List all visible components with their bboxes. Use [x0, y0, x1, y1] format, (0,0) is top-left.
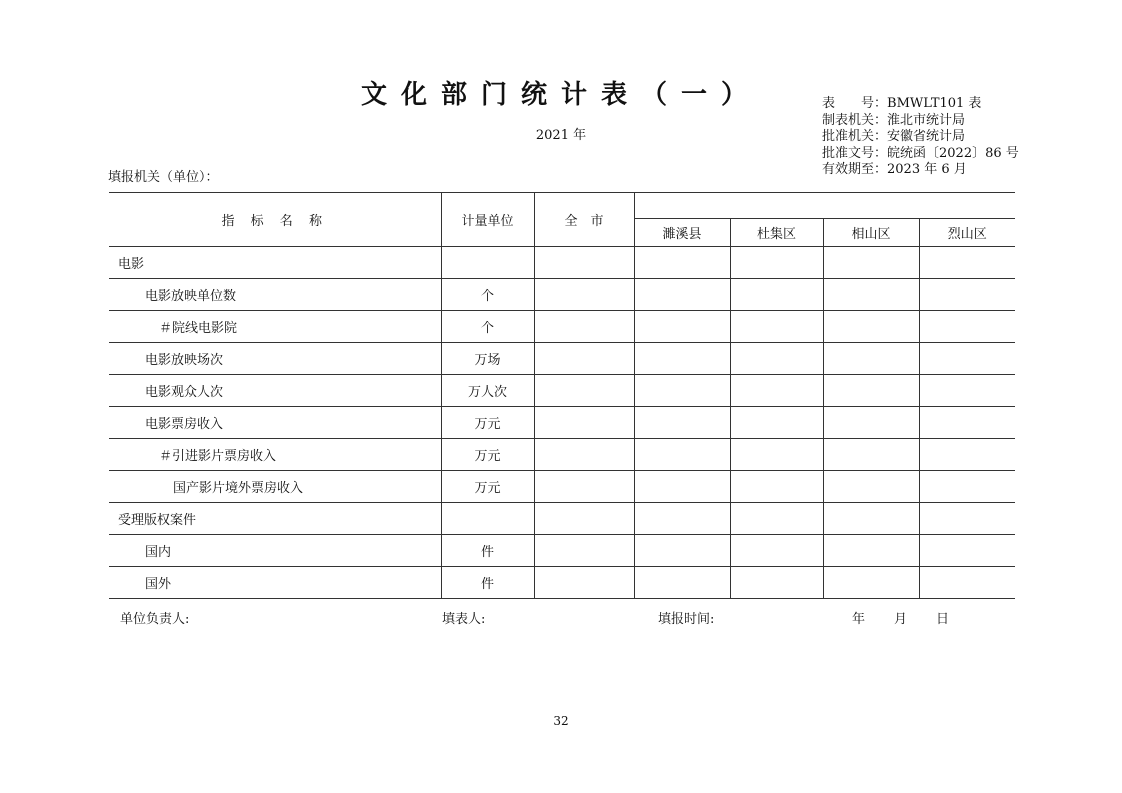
unit-cell: 件: [441, 535, 534, 567]
xiangshan-cell[interactable]: [823, 407, 919, 439]
table-row: [109, 407, 1015, 439]
city-total-cell[interactable]: [534, 311, 634, 343]
header-district-suixi: 濉溪县: [634, 219, 730, 247]
suixi-cell[interactable]: [634, 311, 730, 343]
table-row: [109, 439, 1015, 471]
footer-responsible-label: 单位负责人:: [120, 612, 190, 627]
xiangshan-cell[interactable]: [823, 375, 919, 407]
duji-cell[interactable]: [730, 279, 823, 311]
duji-cell[interactable]: [730, 407, 823, 439]
lieshan-cell[interactable]: [919, 567, 1015, 599]
footer-day-label: 日: [936, 612, 950, 627]
unit-cell: 个: [441, 311, 534, 343]
xiangshan-cell[interactable]: [823, 471, 919, 503]
xiangshan-cell[interactable]: [823, 343, 919, 375]
unit-cell: 个: [441, 279, 534, 311]
lieshan-cell[interactable]: [919, 279, 1015, 311]
meta-form-number: 表 号：BMWLT101 表: [822, 96, 982, 111]
indicator-name-cell: 国产影片境外票房收入: [109, 471, 441, 503]
meta-issuing-authority: 制表机关：淮北市统计局: [822, 112, 966, 128]
unit-cell: 万人次: [441, 375, 534, 407]
suixi-cell[interactable]: [634, 439, 730, 471]
indicator-name-cell: 国外: [109, 567, 441, 599]
meta-approval-number: 批准文号：皖统函〔2022〕86 号: [822, 145, 1019, 161]
indicator-name-cell: 电影票房收入: [109, 407, 441, 439]
city-total-cell[interactable]: [534, 279, 634, 311]
header-indicator-name: 指 标 名 称: [109, 193, 441, 247]
table-row: [109, 343, 1015, 375]
page-number: 32: [553, 714, 569, 728]
duji-cell[interactable]: [730, 503, 823, 535]
xiangshan-cell[interactable]: [823, 247, 919, 279]
xiangshan-cell[interactable]: [823, 311, 919, 343]
report-year: 2021 年: [535, 128, 587, 143]
statistics-table: [109, 192, 1015, 599]
suixi-cell[interactable]: [634, 407, 730, 439]
city-total-cell[interactable]: [534, 439, 634, 471]
xiangshan-cell[interactable]: [823, 503, 919, 535]
duji-cell[interactable]: [730, 311, 823, 343]
table-row: [109, 311, 1015, 343]
lieshan-cell[interactable]: [919, 535, 1015, 567]
indicator-name-cell: 电影: [109, 247, 441, 279]
footer-report-time-label: 填报时间:: [658, 612, 715, 627]
suixi-cell[interactable]: [634, 471, 730, 503]
duji-cell[interactable]: [730, 535, 823, 567]
city-total-cell[interactable]: [534, 343, 634, 375]
unit-cell: 万场: [441, 343, 534, 375]
indicator-name-cell: 国内: [109, 535, 441, 567]
footer-year-label: 年: [852, 612, 866, 627]
city-total-cell[interactable]: [534, 471, 634, 503]
header-districts-spacer: [634, 193, 1015, 219]
footer-preparer-label: 填表人:: [442, 612, 486, 627]
duji-cell[interactable]: [730, 247, 823, 279]
lieshan-cell[interactable]: [919, 407, 1015, 439]
suixi-cell[interactable]: [634, 567, 730, 599]
header-district-duji: 杜集区: [730, 219, 823, 247]
table-row: [109, 247, 1015, 279]
unit-cell: 件: [441, 567, 534, 599]
table-row: [109, 567, 1015, 599]
unit-cell: [441, 247, 534, 279]
suixi-cell[interactable]: [634, 247, 730, 279]
page-title: 文化部门统计表（一）: [360, 80, 761, 110]
header-district-xiangshan: 相山区: [823, 219, 919, 247]
indicator-name-cell: 电影放映单位数: [109, 279, 441, 311]
city-total-cell[interactable]: [534, 567, 634, 599]
duji-cell[interactable]: [730, 439, 823, 471]
indicator-name-cell: ＃院线电影院: [109, 311, 441, 343]
unit-cell: 万元: [441, 471, 534, 503]
xiangshan-cell[interactable]: [823, 279, 919, 311]
suixi-cell[interactable]: [634, 535, 730, 567]
table-row: [109, 471, 1015, 503]
city-total-cell[interactable]: [534, 407, 634, 439]
unit-cell: 万元: [441, 407, 534, 439]
footer-month-label: 月: [894, 612, 908, 627]
unit-cell: [441, 503, 534, 535]
meta-valid-until: 有效期至：2023 年 6 月: [822, 162, 967, 177]
table-row: [109, 279, 1015, 311]
city-total-cell[interactable]: [534, 503, 634, 535]
lieshan-cell[interactable]: [919, 375, 1015, 407]
table-row: [109, 535, 1015, 567]
lieshan-cell[interactable]: [919, 343, 1015, 375]
indicator-name-cell: ＃引进影片票房收入: [109, 439, 441, 471]
table-row: [109, 503, 1015, 535]
suixi-cell[interactable]: [634, 375, 730, 407]
indicator-name-cell: 电影观众人次: [109, 375, 441, 407]
form-meta-block: [822, 96, 1019, 179]
duji-cell[interactable]: [730, 343, 823, 375]
city-total-cell[interactable]: [534, 247, 634, 279]
reporting-unit-label: 填报机关（单位）：: [108, 170, 219, 185]
header-district-lieshan: 烈山区: [919, 219, 1015, 247]
city-total-cell[interactable]: [534, 535, 634, 567]
indicator-name-cell: 受理版权案件: [109, 503, 441, 535]
table-body: [109, 247, 1015, 599]
xiangshan-cell[interactable]: [823, 535, 919, 567]
header-city-total: 全 市: [534, 193, 634, 247]
xiangshan-cell[interactable]: [823, 439, 919, 471]
indicator-name-cell: 电影放映场次: [109, 343, 441, 375]
lieshan-cell[interactable]: [919, 439, 1015, 471]
lieshan-cell[interactable]: [919, 311, 1015, 343]
lieshan-cell[interactable]: [919, 503, 1015, 535]
header-unit: 计量单位: [441, 193, 534, 247]
duji-cell[interactable]: [730, 567, 823, 599]
lieshan-cell[interactable]: [919, 247, 1015, 279]
suixi-cell[interactable]: [634, 279, 730, 311]
xiangshan-cell[interactable]: [823, 567, 919, 599]
duji-cell[interactable]: [730, 375, 823, 407]
suixi-cell[interactable]: [634, 503, 730, 535]
table-row: [109, 375, 1015, 407]
city-total-cell[interactable]: [534, 375, 634, 407]
suixi-cell[interactable]: [634, 343, 730, 375]
duji-cell[interactable]: [730, 471, 823, 503]
meta-approving-authority: 批准机关：安徽省统计局: [822, 129, 966, 144]
lieshan-cell[interactable]: [919, 471, 1015, 503]
unit-cell: 万元: [441, 439, 534, 471]
